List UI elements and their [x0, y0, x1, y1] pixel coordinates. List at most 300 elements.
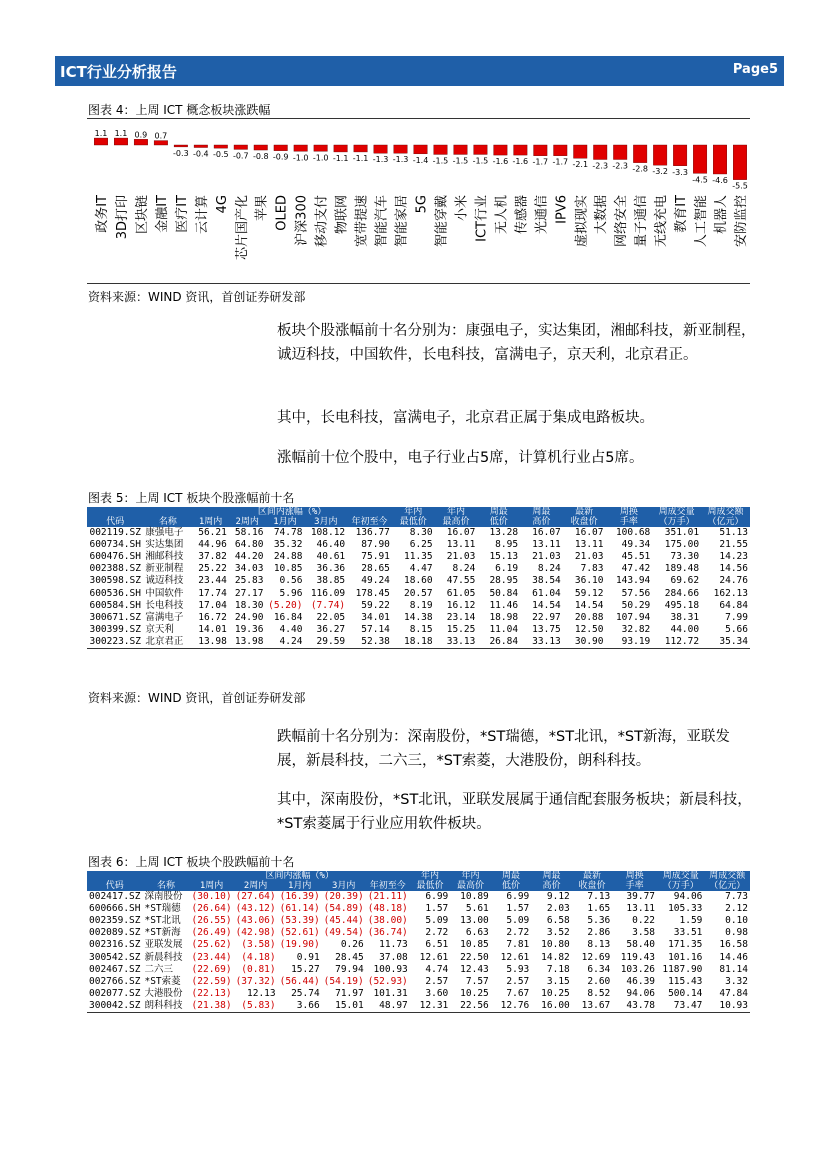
table-row: [87, 891, 750, 903]
table-cell: 38.54: [532, 575, 561, 587]
category-label: 安防监控: [734, 195, 750, 248]
table-cell: 15.25: [446, 623, 476, 635]
table-cell: 大港股份: [144, 987, 183, 999]
bar-10: [294, 145, 308, 151]
header-range-group: 区间内涨幅（%）: [192, 507, 392, 517]
table-cell: (22.13): [191, 987, 232, 999]
table-cell: 16.12: [446, 599, 476, 611]
category-label: 智能穿戴: [434, 195, 450, 248]
category-label: 区块链: [134, 195, 150, 235]
bar-value-label: -1.7: [532, 157, 549, 167]
table-row: [87, 976, 750, 988]
table-cell: 康强电子: [145, 527, 184, 539]
figure6-title: 图表 6：上周 ICT 板块个股跌幅前十名: [88, 855, 295, 869]
table-cell: 81.14: [719, 963, 748, 975]
table-cell: 33.13: [446, 635, 476, 647]
table-cell: 16.07: [532, 527, 561, 539]
table-cell: 002089.SZ: [89, 927, 141, 939]
table-cell: 1.65: [587, 903, 611, 915]
table-cell: 15.01: [335, 999, 364, 1011]
table-cell: 19.36: [234, 623, 264, 635]
table-row: [87, 939, 750, 951]
table-cell: (3.58): [241, 939, 276, 951]
table-cell: 44.00: [670, 623, 700, 635]
table-cell: 18.98: [489, 611, 519, 623]
table-row: [87, 951, 750, 963]
table-cell: 189.48: [664, 563, 700, 575]
table-cell: 116.09: [310, 587, 346, 599]
table-cell: 71.97: [335, 987, 364, 999]
bar-9: [274, 145, 288, 151]
table-cell: 0.26: [340, 939, 364, 951]
table-cell: 4.74: [425, 963, 449, 975]
table-cell: 11.46: [489, 599, 519, 611]
table-cell: 18.18: [404, 635, 433, 647]
bar-value-label: 1.1: [114, 129, 128, 139]
table-cell: 21.03: [574, 551, 604, 563]
table-cell: 002388.SZ: [89, 563, 141, 575]
table-cell: 136.77: [355, 527, 390, 539]
table-cell: 351.01: [664, 527, 700, 539]
table-cell: 12.31: [419, 999, 449, 1011]
column-header: 周最 高价: [531, 871, 572, 891]
table-cell: 6.19: [495, 563, 519, 575]
table-cell: 284.66: [664, 587, 700, 599]
table-cell: (26.64): [191, 903, 232, 915]
table-cell: 300042.SZ: [89, 999, 141, 1011]
table-cell: 16.07: [574, 527, 604, 539]
category-label: 量子通信: [634, 195, 650, 248]
table-cell: 16.07: [446, 527, 476, 539]
table-cell: 28.65: [361, 563, 390, 575]
table-cell: 35.32: [273, 539, 303, 551]
table-cell: 37.08: [379, 951, 408, 963]
table-cell: 8.30: [409, 527, 433, 539]
bar-1: [114, 138, 128, 145]
table-cell: 8.24: [537, 563, 561, 575]
table-cell: 富满电子: [145, 611, 184, 623]
table-cell: 5.93: [506, 963, 530, 975]
table-cell: 3.66: [296, 999, 320, 1011]
table-cell: 64.80: [234, 539, 264, 551]
column-header: 1周内: [192, 517, 229, 527]
table-cell: 14.54: [574, 599, 604, 611]
bar-13: [354, 145, 368, 152]
bar-value-label: -5.5: [732, 181, 748, 191]
table-cell: 新亚制程: [145, 563, 184, 575]
table-cell: 22.56: [460, 999, 489, 1011]
table-cell: 9.12: [546, 891, 570, 903]
table-row: [87, 575, 750, 587]
table-cell: 2.57: [425, 975, 449, 987]
table-cell: 14.54: [532, 599, 561, 611]
table-cell: 6.63: [465, 927, 489, 939]
table-cell: 46.39: [626, 975, 656, 987]
table-row: [87, 551, 750, 563]
table-row: [87, 1000, 750, 1013]
table-cell: 新晨科技: [144, 951, 183, 963]
table-cell: 13.00: [460, 915, 489, 927]
table-cell: 47.84: [719, 987, 748, 999]
table-cell: 14.38: [404, 611, 433, 623]
table-cell: 35.34: [719, 635, 748, 647]
column-header: 年初至今: [366, 881, 410, 891]
table-cell: 15.27: [291, 963, 320, 975]
table-cell: 8.15: [409, 623, 433, 635]
table-cell: 107.94: [615, 611, 651, 623]
table-cell: 7.18: [546, 963, 570, 975]
table-cell: 2.72: [425, 927, 449, 939]
table-cell: 143.94: [615, 575, 651, 587]
category-label: 智能汽车: [374, 195, 390, 248]
bar-value-label: -0.9: [272, 152, 289, 162]
table-cell: (42.98): [235, 927, 276, 939]
table-cell: 16.84: [273, 611, 303, 623]
bar-31: [713, 145, 727, 174]
category-label: 4G: [214, 195, 230, 214]
column-header: 1月内: [265, 517, 304, 527]
bar-value-label: -1.5: [432, 156, 449, 166]
table-cell: (22.69): [191, 963, 232, 975]
column-header: 周换 手率: [606, 507, 653, 527]
bar-value-label: 1.1: [94, 129, 108, 139]
table-cell: 002359.SZ: [89, 915, 141, 927]
table-cell: 74.78: [273, 527, 303, 539]
table-cell: (54.19): [323, 975, 364, 987]
category-label: 金融IT: [154, 195, 170, 233]
table-cell: 13.11: [626, 903, 656, 915]
category-label: 3D打印: [114, 195, 130, 240]
bar-value-label: -0.7: [232, 151, 249, 161]
bar-26: [613, 145, 627, 159]
table-cell: 002077.SZ: [89, 987, 141, 999]
table-cell: 600536.SH: [89, 587, 141, 599]
column-header: 最新 收盘价: [563, 507, 606, 527]
table-cell: 1.59: [679, 915, 703, 927]
table-cell: 50.84: [489, 587, 519, 599]
table-cell: 1.57: [425, 903, 449, 915]
category-label: 小米: [454, 195, 470, 222]
table-cell: 600584.SH: [89, 599, 141, 611]
table-cell: (21.11): [367, 891, 408, 903]
table-cell: 5.61: [465, 903, 489, 915]
bar-18: [454, 145, 468, 154]
table-cell: 3.15: [546, 975, 570, 987]
bar-12: [334, 145, 348, 152]
table-cell: 36.36: [316, 563, 346, 575]
table-cell: 12.13: [247, 987, 276, 999]
table-cell: 17.04: [198, 599, 227, 611]
table-cell: 17.74: [198, 587, 227, 599]
bar-value-label: -1.1: [352, 153, 369, 163]
bar-25: [593, 145, 607, 159]
table-cell: (61.14): [279, 903, 320, 915]
table-cell: 0.91: [296, 951, 320, 963]
bar-value-label: -1.0: [292, 153, 309, 163]
table-cell: 12.69: [581, 951, 611, 963]
table-cell: 13.98: [198, 635, 227, 647]
column-header: 名称: [142, 881, 189, 891]
table-cell: 3.52: [546, 927, 570, 939]
table-cell: (26.55): [191, 915, 232, 927]
table-cell: (38.00): [367, 915, 408, 927]
table-cell: 73.47: [673, 999, 703, 1011]
table-cell: 8.52: [587, 987, 611, 999]
category-label: 无人机: [494, 195, 510, 235]
table-cell: 115.43: [668, 975, 703, 987]
table-cell: 500.14: [668, 987, 703, 999]
table-cell: 7.67: [506, 987, 530, 999]
bar-2: [134, 139, 148, 145]
table-cell: 600666.SH: [89, 903, 141, 915]
table-cell: 87.90: [361, 539, 390, 551]
table-cell: 34.03: [234, 563, 264, 575]
table-cell: 1187.90: [662, 963, 703, 975]
table-cell: 10.93: [719, 999, 748, 1011]
bar-24: [574, 145, 588, 158]
bar-3: [154, 141, 168, 145]
table-row: [87, 988, 750, 1000]
table-cell: 112.72: [664, 635, 700, 647]
table-cell: (5.83): [241, 999, 276, 1011]
table-cell: 14.82: [541, 951, 570, 963]
table-cell: 300542.SZ: [89, 951, 141, 963]
table-cell: *ST北讯: [144, 915, 181, 927]
table-cell: 73.30: [670, 551, 700, 563]
table-cell: 24.88: [273, 551, 303, 563]
category-label: 网络安全: [614, 195, 630, 248]
column-header: 名称: [143, 517, 192, 527]
table-row: [87, 563, 750, 575]
table-cell: 002316.SZ: [89, 939, 141, 951]
table-cell: 7.83: [580, 563, 604, 575]
table-cell: (53.39): [279, 915, 320, 927]
table-cell: 10.80: [541, 939, 570, 951]
table-cell: 8.13: [587, 939, 611, 951]
table-cell: 12.50: [574, 623, 604, 635]
category-label: 教育IT: [674, 195, 690, 233]
table-cell: 7.13: [587, 891, 611, 903]
bar-value-label: -4.6: [712, 175, 728, 185]
table-row: [87, 600, 750, 612]
table-cell: 6.25: [409, 539, 433, 551]
column-header: 2周内: [234, 881, 278, 891]
table-cell: (45.44): [323, 915, 364, 927]
table-cell: 69.62: [670, 575, 700, 587]
table-cell: (43.06): [235, 915, 276, 927]
table-cell: 100.68: [615, 527, 651, 539]
bar-23: [554, 145, 568, 156]
table-cell: 600734.SH: [89, 539, 141, 551]
table-row: [87, 915, 750, 927]
table-row: [87, 964, 750, 976]
bar-value-label: -1.6: [492, 157, 509, 167]
table-row: [87, 624, 750, 636]
table-cell: (43.12): [235, 903, 276, 915]
column-header: 2周内: [229, 517, 266, 527]
table-cell: 002467.SZ: [89, 963, 141, 975]
bar-value-label: -1.5: [452, 156, 469, 166]
column-header: 年初至今: [347, 517, 392, 527]
table-cell: 57.14: [361, 623, 390, 635]
table-cell: (21.38): [191, 999, 232, 1011]
bar-value-label: -1.3: [372, 155, 389, 165]
bar-value-label: -2.8: [632, 164, 648, 174]
bar-22: [534, 145, 548, 156]
bar-5: [194, 145, 208, 148]
table-cell: (19.90): [279, 939, 320, 951]
table-cell: 16.58: [719, 939, 748, 951]
table-cell: 300399.SZ: [89, 623, 141, 635]
table-cell: 48.97: [379, 999, 408, 1011]
figure4-title: 图表 4：上周 ICT 概念板块涨跌幅: [88, 103, 271, 117]
table-cell: 38.31: [670, 611, 700, 623]
table-cell: 11.04: [489, 623, 519, 635]
table-cell: 2.60: [587, 975, 611, 987]
table-cell: 二六三: [144, 963, 173, 975]
category-label: 光通信: [534, 195, 550, 235]
table-cell: 33.13: [532, 635, 561, 647]
table-cell: 44.96: [198, 539, 227, 551]
table-cell: *ST瑞德: [144, 903, 181, 915]
bar-15: [394, 145, 408, 153]
table-cell: (4.18): [241, 951, 276, 963]
category-label: 5G: [414, 195, 430, 214]
table-cell: (25.62): [191, 939, 232, 951]
table-row: [87, 927, 750, 939]
table-cell: 10.89: [460, 891, 489, 903]
bar-20: [494, 145, 508, 155]
concept-sector-bar-chart: [88, 120, 750, 282]
figure5-source: 资料来源：WIND 资讯，首创证券研发部: [88, 691, 306, 705]
table-cell: 10.25: [541, 987, 570, 999]
table-cell: 深南股份: [144, 891, 183, 903]
table-cell: 14.01: [198, 623, 227, 635]
table-cell: 45.51: [621, 551, 651, 563]
table-cell: 朗科科技: [144, 999, 183, 1011]
category-label: 虚拟现实: [574, 195, 590, 248]
table-row: [87, 903, 750, 915]
column-header: 周换 手率: [612, 871, 657, 891]
table-cell: 51.13: [719, 527, 748, 539]
bar-14: [374, 145, 388, 153]
table-cell: 495.18: [664, 599, 700, 611]
table-cell: *ST索菱: [144, 975, 181, 987]
table-cell: (54.89): [323, 903, 364, 915]
bar-0: [94, 138, 108, 145]
header-blank: [87, 507, 192, 517]
table-cell: 27.17: [234, 587, 264, 599]
column-header: 最新 收盘价: [572, 871, 613, 891]
report-header: [55, 56, 784, 86]
table-cell: (30.10): [191, 891, 232, 903]
paragraph-ic-sector: 其中，长电科技，富满电子，北京君正属于集成电路板块。: [277, 410, 654, 426]
table-cell: 2.12: [725, 903, 748, 915]
table-cell: 4.47: [409, 563, 433, 575]
table-cell: 39.77: [626, 891, 656, 903]
table-cell: 13.28: [489, 527, 519, 539]
table-cell: 0.98: [725, 927, 748, 939]
table-cell: 5.66: [725, 623, 748, 635]
table-cell: 8.24: [452, 563, 476, 575]
table-cell: (36.74): [367, 927, 408, 939]
table-cell: 4.40: [279, 623, 303, 635]
bar-value-label: -1.5: [472, 156, 489, 166]
column-header: 年内 最低价: [410, 871, 451, 891]
column-header: 年内 最高价: [435, 507, 478, 527]
header-range-group: 区间内涨幅（%）: [190, 871, 410, 881]
table-cell: 3.58: [632, 927, 656, 939]
category-label: 宽带提速: [354, 195, 370, 248]
column-header: 年内 最低价: [392, 507, 435, 527]
category-label: 云计算: [194, 195, 210, 235]
table-cell: 3.32: [725, 975, 748, 987]
table-cell: 4.24: [279, 635, 303, 647]
table-cell: 12.76: [500, 999, 530, 1011]
table-cell: 亚联发展: [144, 939, 183, 951]
bar-7: [234, 145, 248, 149]
table-cell: (7.74): [310, 599, 346, 611]
table-cell: 93.19: [621, 635, 651, 647]
table-cell: 57.56: [621, 587, 651, 599]
bar-value-label: -2.3: [612, 161, 629, 171]
bar-value-label: -3.3: [672, 167, 688, 177]
bar-value-label: -2.3: [592, 161, 609, 171]
table-cell: 24.90: [234, 611, 264, 623]
table-header-row: [87, 507, 750, 517]
table-cell: 300598.SZ: [89, 575, 141, 587]
table-cell: 2.57: [506, 975, 530, 987]
table-cell: 105.33: [668, 903, 703, 915]
paragraph-top-losers: 跌幅前十名分别为：深南股份，*ST瑞德，*ST北讯，*ST新海，亚联发展，新晨科技，二六三，*ST索菱，大港股份，朗科科技。: [277, 729, 730, 769]
table-cell: 36.27: [316, 623, 346, 635]
column-header: 代码: [87, 881, 142, 891]
table-cell: 7.81: [506, 939, 530, 951]
table-cell: 49.24: [361, 575, 390, 587]
table-cell: 0.10: [725, 915, 748, 927]
table-cell: (48.18): [367, 903, 408, 915]
table-row: [87, 612, 750, 624]
bar-11: [314, 145, 328, 151]
table-cell: 94.06: [626, 987, 656, 999]
table-cell: 100.93: [373, 963, 408, 975]
table-cell: 33.51: [673, 927, 703, 939]
table-cell: 171.35: [668, 939, 703, 951]
table-cell: 6.99: [425, 891, 449, 903]
table-cell: 21.55: [719, 539, 748, 551]
bar-17: [434, 145, 448, 154]
page-number: Page5: [732, 62, 778, 77]
category-label: 人工智能: [694, 195, 710, 248]
bar-28: [653, 145, 667, 165]
table-cell: 14.46: [719, 951, 748, 963]
table-cell: 13.67: [581, 999, 611, 1011]
table-cell: 162.13: [713, 587, 748, 599]
bar-4: [174, 145, 188, 147]
bar-value-label: -0.3: [173, 148, 189, 158]
table-cell: 26.84: [489, 635, 519, 647]
figure5-title: 图表 5：上周 ICT 板块个股涨幅前十名: [88, 491, 295, 505]
table-cell: (27.64): [235, 891, 276, 903]
table-cell: (23.44): [191, 951, 232, 963]
header-blank: [87, 871, 190, 881]
table-cell: 61.05: [446, 587, 476, 599]
table-cell: 3.60: [425, 987, 449, 999]
table-cell: 中国软件: [145, 587, 184, 599]
table-cell: 23.14: [446, 611, 476, 623]
paragraph-loser-sectors: 其中，深南股份，*ST北讯，亚联发展属于通信配套服务板块；新晨科技，*ST索菱属于行业应用软件板块。: [277, 792, 752, 832]
bar-value-label: -1.4: [412, 155, 429, 165]
